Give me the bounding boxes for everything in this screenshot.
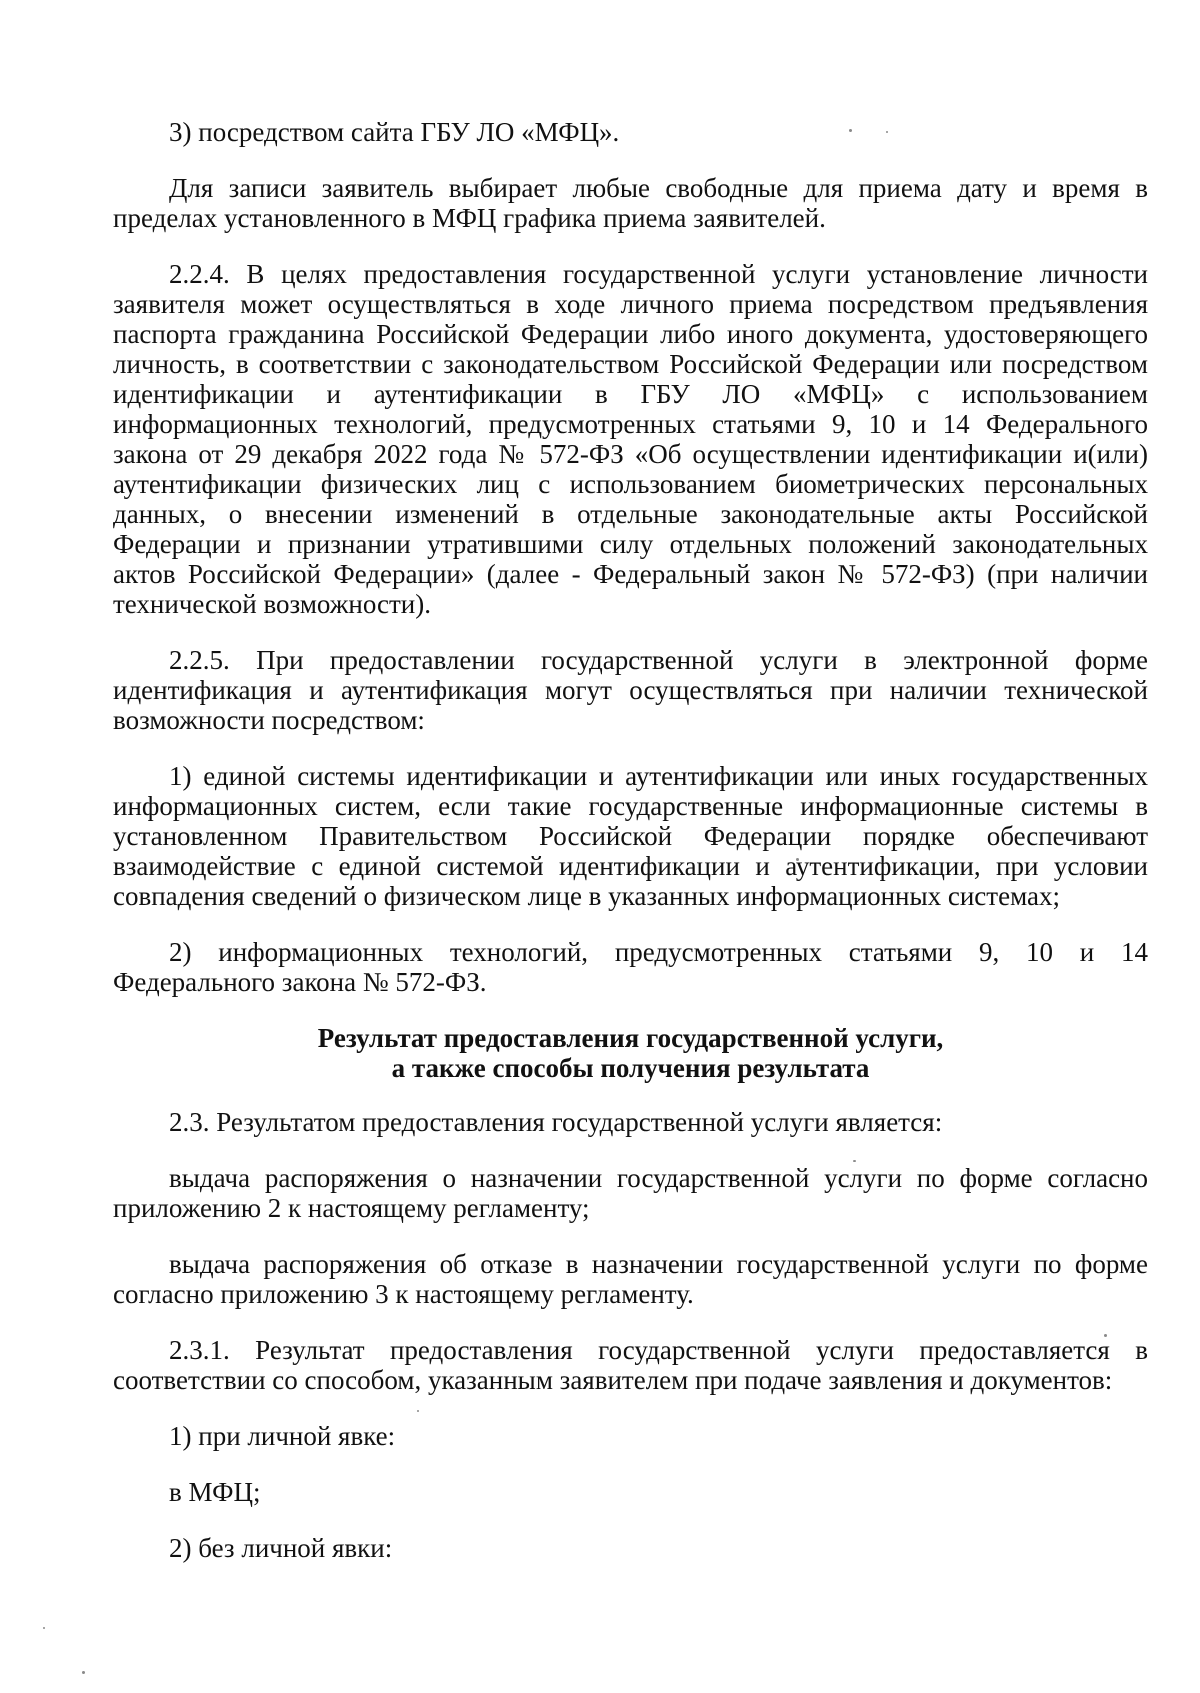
scan-speck [43, 1627, 45, 1629]
section-heading-line-1: Результат предоставления государственной услуги, [317, 1023, 944, 1053]
document-body [113, 117, 1148, 1563]
paragraph-in-mfc: в МФЦ; [169, 1477, 261, 1507]
paragraph-result-refusal: выдача распоряжения об отказе в назначении государственной услуги по форме согласно приложению 3 к настоящему регламенту. [113, 1249, 1148, 1309]
paragraph-result-approval: выдача распоряжения о назначении государственной услуги по форме согласно приложению 2 к настоящему регламенту; [113, 1163, 1148, 1223]
section-heading [113, 1023, 1148, 1083]
paragraph-2-3: 2.3. Результатом предоставления государственной услуги является: [169, 1107, 943, 1137]
scan-speck [82, 1671, 85, 1674]
paragraph-appointment: Для записи заявитель выбирает любые свободные для приема дату и время в пределах установленного в МФЦ графика приема заявителей. [113, 173, 1148, 233]
section-heading-line-2: а также способы получения результата [391, 1053, 870, 1083]
paragraph-in-person: 1) при личной явке: [169, 1421, 396, 1451]
paragraph-item-3-website: 3) посредством сайта ГБУ ЛО «МФЦ». [169, 117, 620, 147]
paragraph-without-visit: 2) без личной явки: [169, 1533, 393, 1563]
paragraph-item-2-it: 2) информационных технологий, предусмотренных статьями 9, 10 и 14 Федерального закона № 572-ФЗ. [113, 937, 1148, 997]
paragraph-2-2-5: 2.2.5. При предоставлении государственной услуги в электронной форме идентификация и аутентификация могут осуществляться при наличии технической возможности посредством: [113, 645, 1148, 735]
paragraph-2-3-1: 2.3.1. Результат предоставления государственной услуги предоставляется в соответствии со способом, указанным заявителем при подаче заявления и документов: [113, 1335, 1148, 1395]
paragraph-item-1-esia: 1) единой системы идентификации и аутентификации или иных государственных информационных систем, если такие государственные информационные системы в установленном Правительством Российской Федерации порядке обеспечивают взаимодействие с единой системой идентификации и аутентификации, при условии совпадения сведений о физическом лице в указанных информационных системах; [113, 761, 1148, 911]
paragraph-2-2-4: 2.2.4. В целях предоставления государственной услуги установление личности заявителя может осуществляться в ходе личного приема посредством предъявления паспорта гражданина Российской Федерации либо иного документа, удостоверяющего личность, в соответствии с законодательством Российской Федерации или посредством идентификации и аутентификации в ГБУ ЛО «МФЦ» с использованием информационных технологий, предусмотренных статьями 9, 10 и 14 Федерального закона от 29 декабря 2022 года № 572-ФЗ «Об осуществлении идентификации и(или) аутентификации физических лиц с использованием биометрических персональных данных, о внесении изменений в отдельные законодательные акты Российской Федерации и признании утратившими силу отдельных положений законодательных актов Российской Федерации» (далее - Федеральный закон № 572-ФЗ) (при наличии технической возможности). [113, 259, 1148, 619]
